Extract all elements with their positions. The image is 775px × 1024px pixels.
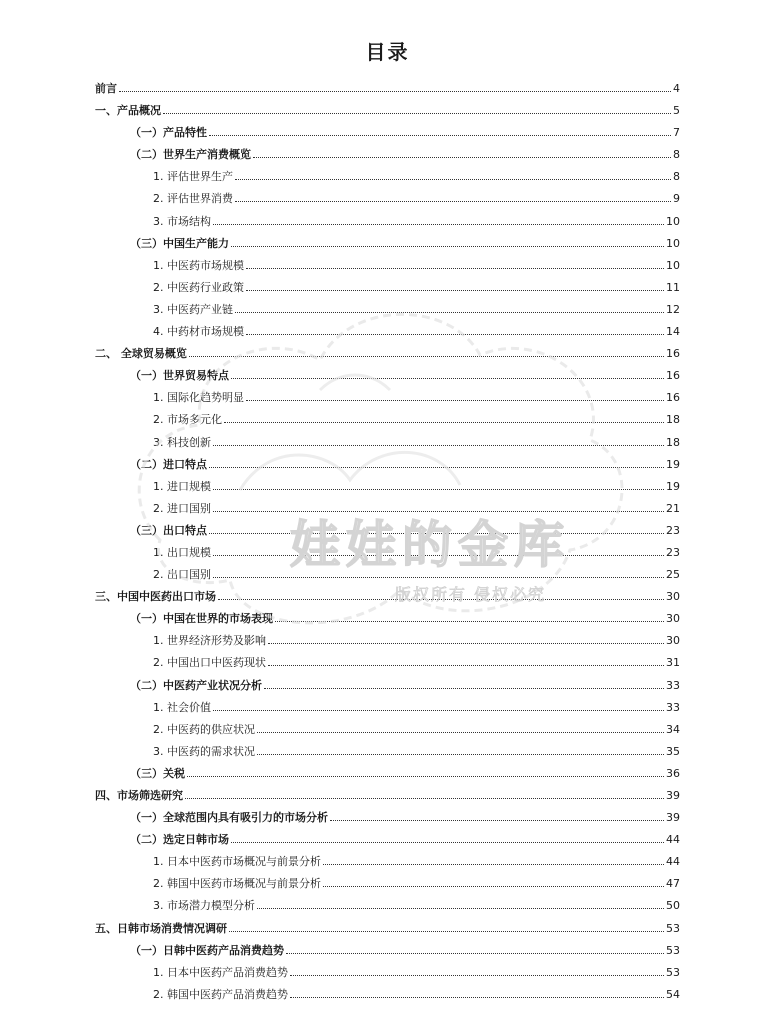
toc-entry-label: 1. 评估世界生产	[153, 170, 233, 184]
toc-dot-leader	[268, 643, 664, 644]
toc-entry[interactable]	[95, 608, 680, 630]
toc-dot-leader	[235, 201, 671, 202]
toc-entry[interactable]	[95, 851, 680, 873]
toc-dot-leader	[286, 953, 664, 954]
toc-dot-leader	[323, 886, 664, 887]
toc-entry-label: 3. 科技创新	[153, 435, 211, 449]
toc-entry[interactable]	[95, 432, 680, 454]
toc-entry-page-number: 23	[666, 523, 680, 537]
toc-dot-leader	[275, 621, 664, 622]
toc-dot-leader	[246, 290, 664, 291]
toc-dot-leader	[213, 489, 664, 490]
toc-dot-leader	[209, 135, 671, 136]
toc-entry[interactable]	[95, 233, 680, 255]
toc-entry[interactable]	[95, 697, 680, 719]
toc-entry-label: 2. 市场多元化	[153, 413, 222, 427]
toc-dot-leader	[213, 710, 664, 711]
toc-dot-leader	[163, 113, 671, 114]
toc-entry[interactable]	[95, 895, 680, 917]
toc-dot-leader	[213, 555, 664, 556]
toc-entry-label: （一）日韩中医药产品消费趋势	[130, 943, 284, 957]
toc-dot-leader	[323, 864, 664, 865]
toc-entry[interactable]	[95, 166, 680, 188]
toc-entry-label: （一）世界贸易特点	[130, 369, 229, 383]
toc-dot-leader	[213, 511, 664, 512]
toc-entry-page-number: 31	[666, 656, 680, 670]
toc-dot-leader	[218, 599, 664, 600]
toc-entry-page-number: 33	[666, 700, 680, 714]
toc-entry-label: （二）中医药产业状况分析	[130, 678, 262, 692]
toc-entry-label: 1. 出口规模	[153, 545, 211, 559]
toc-entry[interactable]	[95, 343, 680, 365]
toc-entry-page-number: 50	[666, 899, 680, 913]
toc-entry-label: 3. 市场结构	[153, 214, 211, 228]
toc-entry-label: 1. 中医药市场规模	[153, 258, 244, 272]
toc-entry[interactable]	[95, 409, 680, 431]
watermark-text: 娃娃的金库	[290, 516, 570, 574]
toc-entry[interactable]	[95, 873, 680, 895]
toc-entry-page-number: 11	[666, 280, 680, 294]
toc-entry-page-number: 4	[673, 82, 680, 95]
toc-entry[interactable]	[95, 652, 680, 674]
toc-entry-page-number: 8	[673, 170, 680, 184]
toc-entry-page-number: 36	[666, 766, 680, 780]
toc-entry[interactable]	[95, 255, 680, 277]
toc-entry[interactable]	[95, 365, 680, 387]
toc-entry-label: 2. 韩国中医药产品消费趋势	[153, 987, 288, 1001]
toc-entry-page-number: 8	[673, 148, 680, 162]
toc-entry-page-number: 21	[666, 501, 680, 515]
toc-entry[interactable]	[95, 520, 680, 542]
toc-entry-page-number: 16	[666, 347, 680, 361]
toc-dot-leader	[253, 157, 671, 158]
toc-entry-label: 2. 中医药的供应状况	[153, 722, 255, 736]
toc-entry[interactable]	[95, 719, 680, 741]
toc-dot-leader	[213, 224, 664, 225]
toc-entry-page-number: 10	[666, 214, 680, 228]
toc-entry-label: （二）选定日韩市场	[130, 833, 229, 847]
toc-entry[interactable]	[95, 211, 680, 233]
toc-entry[interactable]	[95, 542, 680, 564]
toc-dot-leader	[231, 378, 664, 379]
toc-dot-leader	[185, 798, 664, 799]
toc-entry-label: 1. 世界经济形势及影响	[153, 634, 266, 648]
toc-entry-label: 3. 市场潜力模型分析	[153, 899, 255, 913]
toc-entry-label: （一）产品特性	[130, 126, 207, 140]
toc-entry[interactable]	[95, 387, 680, 409]
toc-entry[interactable]	[95, 188, 680, 210]
toc-dot-leader	[231, 842, 664, 843]
toc-entry-label: （三）出口特点	[130, 523, 207, 537]
toc-entry[interactable]	[95, 78, 680, 100]
toc-entry[interactable]	[95, 829, 680, 851]
toc-dot-leader	[119, 91, 671, 92]
toc-entry-page-number: 44	[666, 833, 680, 847]
toc-entry[interactable]	[95, 940, 680, 962]
toc-entry-page-number: 19	[666, 479, 680, 493]
toc-entry-label: 四、市场筛选研究	[95, 789, 183, 802]
toc-entry-page-number: 10	[666, 236, 680, 250]
toc-entry-label: 2. 评估世界消费	[153, 192, 233, 206]
toc-entry-page-number: 53	[666, 943, 680, 957]
toc-entry-label: 2. 中国出口中医药现状	[153, 656, 266, 670]
toc-dot-leader	[246, 334, 664, 335]
toc-entry[interactable]	[95, 962, 680, 984]
toc-entry-page-number: 7	[673, 126, 680, 140]
toc-entry[interactable]	[95, 763, 680, 785]
toc-entry-page-number: 16	[666, 391, 680, 405]
toc-dot-leader	[246, 268, 664, 269]
toc-entry-label: （二）进口特点	[130, 457, 207, 471]
toc-entry[interactable]	[95, 454, 680, 476]
toc-entry-label: 3. 中医药的需求状况	[153, 744, 255, 758]
toc-entry-page-number: 34	[666, 722, 680, 736]
toc-entry-page-number: 5	[673, 104, 680, 118]
watermark-subtext: 版权所有 侵权必究	[395, 585, 547, 604]
toc-entry[interactable]	[95, 100, 680, 122]
toc-dot-leader	[264, 688, 664, 689]
toc-entry-page-number: 39	[666, 789, 680, 802]
toc-entry-page-number: 33	[666, 678, 680, 692]
toc-entry-page-number: 54	[666, 987, 680, 1001]
toc-entry-label: 2. 中医药行业政策	[153, 280, 244, 294]
toc-entry[interactable]	[95, 144, 680, 166]
page-title: 目录	[365, 40, 410, 64]
toc-dot-leader	[257, 732, 664, 733]
toc-entry-page-number: 10	[666, 258, 680, 272]
toc-dot-leader	[235, 312, 664, 313]
toc-dot-leader	[209, 533, 664, 534]
toc-entry-label: 1. 社会价值	[153, 700, 211, 714]
toc-entry-label: 2. 出口国别	[153, 568, 211, 582]
toc-dot-leader	[246, 400, 664, 401]
toc-entry-page-number: 18	[666, 413, 680, 427]
toc-dot-leader	[235, 179, 671, 180]
toc-entry-page-number: 47	[666, 877, 680, 891]
toc-dot-leader	[330, 820, 664, 821]
toc-entry[interactable]	[95, 586, 680, 608]
toc-entry-label: 三、中国中医药出口市场	[95, 590, 216, 604]
toc-entry-page-number: 44	[666, 855, 680, 869]
toc-entry[interactable]	[95, 807, 680, 829]
toc-dot-leader	[213, 577, 664, 578]
toc-dot-leader	[189, 356, 664, 357]
toc-entry[interactable]	[95, 277, 680, 299]
toc-entry-label: 二、 全球贸易概览	[95, 347, 187, 361]
toc-dot-leader	[187, 776, 664, 777]
toc-entry[interactable]	[95, 498, 680, 520]
toc-entry-label: （二）世界生产消费概览	[130, 148, 251, 162]
toc-entry[interactable]	[95, 299, 680, 321]
toc-entry[interactable]	[95, 741, 680, 763]
toc-dot-leader	[231, 246, 664, 247]
toc-entry[interactable]	[95, 675, 680, 697]
toc-entry-page-number: 35	[666, 744, 680, 758]
toc-entry-label: 2. 韩国中医药市场概况与前景分析	[153, 877, 321, 891]
toc-entry-label: 4. 中药材市场规模	[153, 325, 244, 339]
toc-dot-leader	[209, 467, 664, 468]
toc-entry-page-number: 18	[666, 435, 680, 449]
toc-entry[interactable]	[95, 476, 680, 498]
toc-entry-label: （三）中国生产能力	[130, 236, 229, 250]
toc-dot-leader	[229, 931, 664, 932]
toc-entry[interactable]	[95, 984, 680, 1006]
toc-entry-label: 1. 进口规模	[153, 479, 211, 493]
toc-entry-label: 3. 中医药产业链	[153, 302, 233, 316]
toc-entry[interactable]	[95, 321, 680, 343]
toc-entry-label: 一、产品概况	[95, 104, 161, 118]
toc-entry-page-number: 30	[666, 634, 680, 648]
toc-entry[interactable]	[95, 785, 680, 807]
toc-entry-page-number: 30	[666, 590, 680, 604]
toc-entry[interactable]	[95, 122, 680, 144]
toc-entry-page-number: 25	[666, 568, 680, 582]
toc-dot-leader	[257, 754, 664, 755]
toc-entry-page-number: 12	[666, 302, 680, 316]
toc-entry-page-number: 39	[666, 811, 680, 825]
toc-entry-page-number: 30	[666, 612, 680, 626]
toc-dot-leader	[213, 445, 664, 446]
toc-entry[interactable]	[95, 564, 680, 586]
toc-entry[interactable]	[95, 918, 680, 940]
toc-entry-page-number: 14	[666, 325, 680, 339]
table-of-contents	[95, 78, 680, 1006]
toc-entry-label: 前言	[95, 82, 117, 95]
toc-entry-page-number: 16	[666, 369, 680, 383]
toc-entry-page-number: 19	[666, 457, 680, 471]
toc-entry-page-number: 53	[666, 965, 680, 979]
toc-dot-leader	[268, 665, 664, 666]
toc-entry[interactable]	[95, 630, 680, 652]
toc-entry-page-number: 53	[666, 921, 680, 935]
toc-entry-page-number: 23	[666, 545, 680, 559]
toc-entry-label: 1. 日本中医药市场概况与前景分析	[153, 855, 321, 869]
toc-entry-label: 2. 进口国别	[153, 501, 211, 515]
toc-entry-label: （一）全球范围内具有吸引力的市场分析	[130, 811, 328, 825]
toc-dot-leader	[290, 997, 664, 998]
toc-entry-label: 五、日韩市场消费情况调研	[95, 921, 227, 935]
toc-entry-label: 1. 国际化趋势明显	[153, 391, 244, 405]
toc-dot-leader	[224, 422, 664, 423]
toc-entry-label: 1. 日本中医药产品消费趋势	[153, 965, 288, 979]
toc-entry-page-number: 9	[673, 192, 680, 206]
toc-dot-leader	[290, 975, 664, 976]
toc-entry-label: （一）中国在世界的市场表现	[130, 612, 273, 626]
toc-dot-leader	[257, 908, 664, 909]
toc-entry-label: （三）关税	[130, 766, 185, 780]
